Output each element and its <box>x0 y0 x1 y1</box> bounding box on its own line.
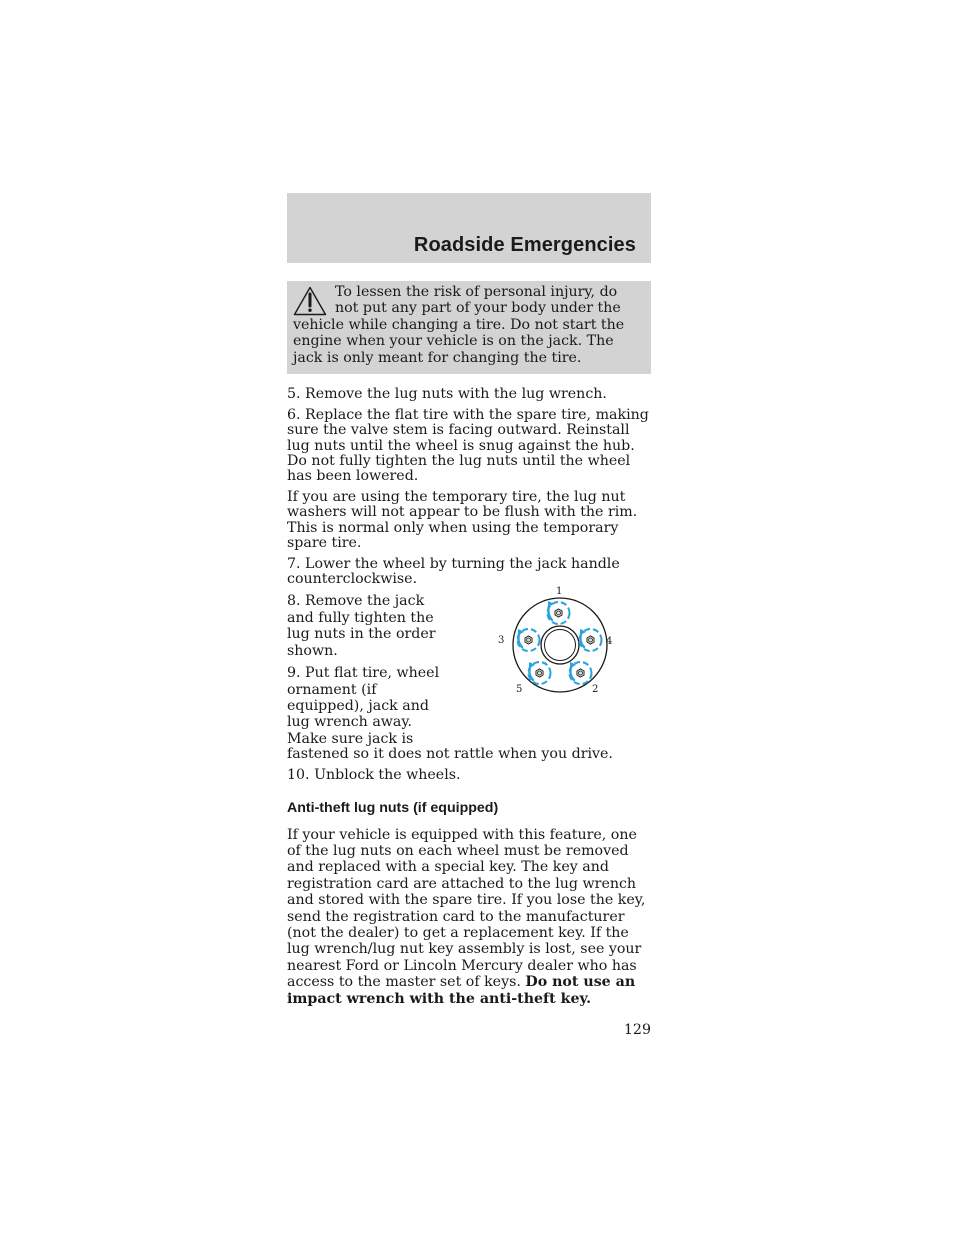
step-9-continued: fastened so it does not rattle when you drive. <box>287 746 613 763</box>
anti-theft-text: If your vehicle is equipped with this feature, one of the lug nuts on each wheel must be removed and replaced with a special key. The key and registration card are attached to the lug wrench and stored with the spare tire. If you lose the key, send the registration card to the manufacturer (not the dealer) to get a replacement key. If the lug wrench/lug nut key assembly is lost, see your nearest Ford or Lincoln Mercury dealer who has access to the master set of keys. <box>287 826 646 991</box>
step-10: 10. Unblock the wheels. <box>287 767 461 784</box>
warning-box <box>287 281 651 374</box>
warning-text: To lessen the risk of personal injury, do not put any part of your body under the vehicle while changing a tire. Do not start the engine when your vehicle is on the jack. The jack is only meant for changing the tire. <box>293 284 625 366</box>
steps-list <box>287 387 651 784</box>
section-title: Roadside Emergencies <box>413 234 636 256</box>
sequence-label-5: 5 <box>516 684 523 696</box>
lug-nut-figure-block <box>287 586 651 747</box>
step-6: 6. Replace the flat tire with the spare tire, making sure the valve stem is facing outward. Reinstall lug nuts until the wheel is snug against the hub. Do not fully tighten the lug nuts until the wheel has been lowered. <box>287 407 649 485</box>
page-column <box>287 193 651 1038</box>
anti-theft-body <box>287 827 651 1007</box>
anti-theft-heading: Anti-theft lug nuts (if equipped) <box>287 799 499 816</box>
step-9: 9. Put flat tire, wheel ornament (if equipped), jack and lug wrench away. Make sure jack is <box>287 665 440 747</box>
step-7: 7. Lower the wheel by turning the jack handle counterclockwise. <box>287 556 620 588</box>
anti-theft-warning: Do not use an impact wrench with the anti-theft key. <box>287 974 636 1007</box>
section-header <box>287 193 651 263</box>
sequence-label-3: 3 <box>498 635 505 647</box>
page-number: 129 <box>623 1022 651 1038</box>
sequence-label-1: 1 <box>556 586 563 598</box>
temporary-tire-note: If you are using the temporary tire, the lug nut washers will not appear to be flush with the rim. This is normal only when using the temporary spare tire. <box>287 489 638 551</box>
step-8: 8. Remove the jack and fully tighten the lug nuts in the order shown. <box>287 593 436 659</box>
lug-nut-tightening-diagram <box>492 585 622 701</box>
sequence-label-2: 2 <box>592 684 599 696</box>
warning-triangle-icon <box>293 286 327 316</box>
sequence-label-4: 4 <box>606 636 613 648</box>
step-5: 5. Remove the lug nuts with the lug wrench. <box>287 386 607 403</box>
